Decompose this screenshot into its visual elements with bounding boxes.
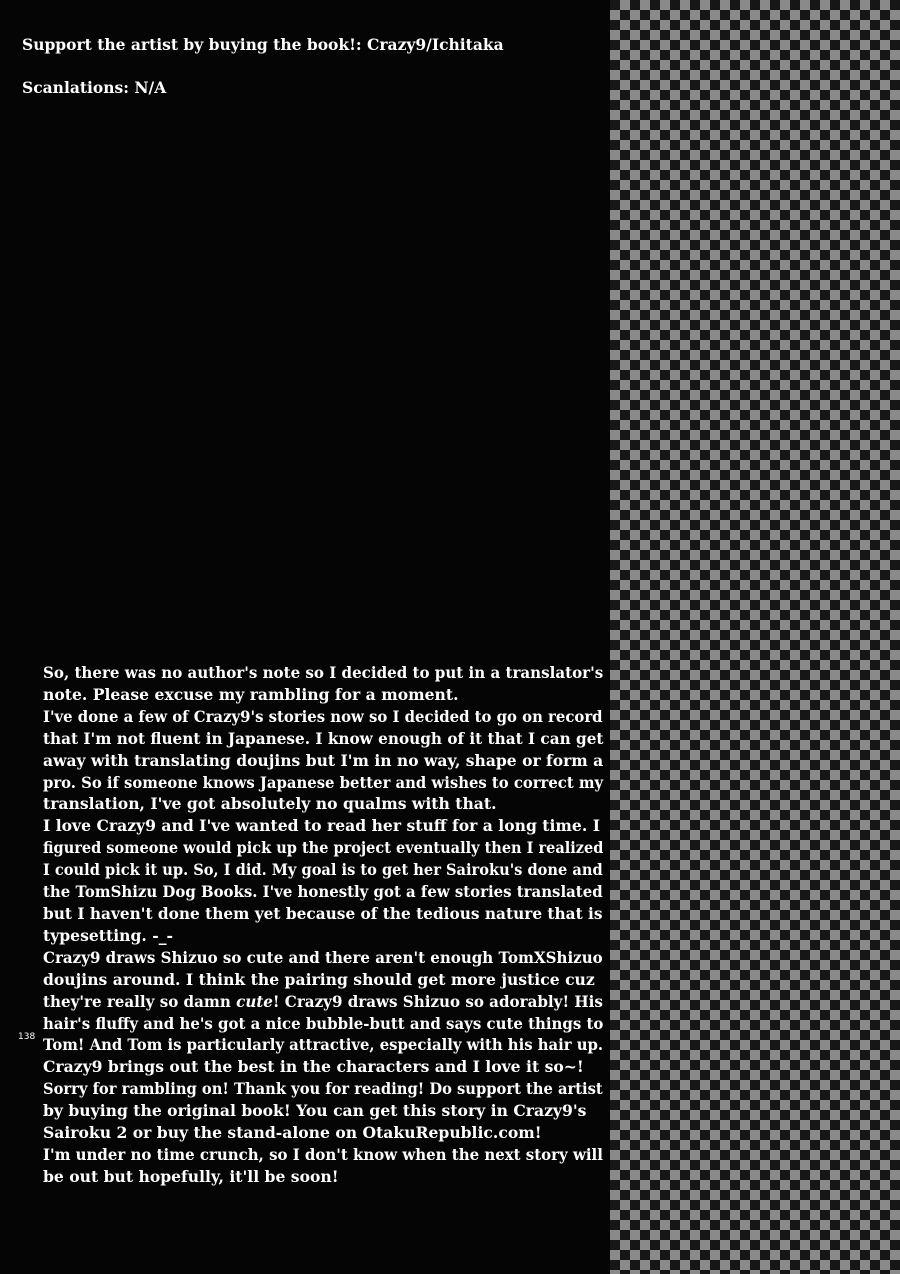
note-line-text-after: ! Crazy9 draws Shizuo so adorably! His xyxy=(272,991,603,1011)
note-line-text: figured someone would pick up the project eventually then I realized xyxy=(43,838,604,858)
scanlations-credit: Scanlations: N/A xyxy=(22,78,167,97)
page-number: 138 xyxy=(18,1032,36,1042)
note-line-text: typesetting. -_- xyxy=(43,925,173,945)
note-line-text: but I haven't done them yet because of the tedious nature that is xyxy=(43,903,603,923)
note-line xyxy=(43,750,604,772)
note-line xyxy=(43,1144,603,1166)
note-line xyxy=(43,947,603,969)
note-line-text: doujins around. I think the pairing should get more justice cuz xyxy=(43,969,595,989)
note-line xyxy=(43,1122,603,1144)
note-line xyxy=(43,772,604,794)
note-line xyxy=(43,706,603,728)
note-line xyxy=(43,662,604,684)
note-line xyxy=(43,991,603,1013)
note-line-text: Sairoku 2 or buy the stand-alone on OtakuRepublic.com! xyxy=(43,1123,542,1143)
note-line xyxy=(43,1100,603,1122)
note-line xyxy=(43,837,604,859)
note-line-text: that I'm not fluent in Japanese. I know enough of it that I can get xyxy=(43,728,604,748)
translator-note xyxy=(43,662,603,1188)
note-line-text: I love Crazy9 and I've wanted to read her stuff for a long time. I xyxy=(43,816,600,836)
note-line-text: the TomShizu Dog Books. I've honestly got a few stories translated xyxy=(43,882,603,902)
note-line-text: Sorry for rambling on! Thank you for reading! Do support the artist xyxy=(43,1079,603,1099)
note-line-text: they're really so damn xyxy=(43,991,237,1011)
note-line xyxy=(43,859,603,881)
note-line-text: I've done a few of Crazy9's stories now so I decided to go on record xyxy=(43,706,603,726)
note-line-text: Crazy9 draws Shizuo so cute and there aren't enough TomXShizuo xyxy=(43,947,603,967)
note-line xyxy=(43,903,603,925)
note-line xyxy=(43,815,603,837)
checkerboard-pattern xyxy=(610,0,900,1274)
note-line xyxy=(43,1166,603,1188)
note-line-text: away with translating doujins but I'm in no way, shape or form a xyxy=(43,750,604,770)
note-line xyxy=(43,728,604,750)
note-line xyxy=(43,881,603,903)
note-line-text: I could pick it up. So, I did. My goal is to get her Sairoku's done and xyxy=(43,860,603,880)
note-line-text: be out but hopefully, it'll be soon! xyxy=(43,1166,339,1186)
note-line-text: Crazy9 brings out the best in the characters and I love it so~! xyxy=(43,1057,584,1077)
note-line xyxy=(43,684,603,706)
note-line-emphasis: cute xyxy=(236,991,273,1011)
note-line-text: by buying the original book! You can get this story in Crazy9's xyxy=(43,1101,587,1121)
note-line-text: pro. So if someone knows Japanese better and wishes to correct my xyxy=(43,772,604,792)
note-line xyxy=(43,925,603,947)
note-line-text: note. Please excuse my rambling for a moment. xyxy=(43,684,459,704)
note-line xyxy=(43,1056,603,1078)
note-line xyxy=(43,1013,604,1035)
note-line xyxy=(43,969,603,991)
note-line xyxy=(43,1034,604,1056)
support-artist-credit: Support the artist by buying the book!: Crazy9/Ichitaka xyxy=(22,35,504,54)
note-line-text: Tom! And Tom is particularly attractive, especially with his hair up. xyxy=(43,1035,604,1055)
note-line-text: hair's fluffy and he's got a nice bubble-butt and says cute things to xyxy=(43,1013,604,1033)
note-line-text: translation, I've got absolutely no qualms with that. xyxy=(43,794,497,814)
note-line xyxy=(43,793,603,815)
note-line-text: So, there was no author's note so I decided to put in a translator's xyxy=(43,663,604,682)
note-line xyxy=(43,1078,603,1100)
note-line-text: I'm under no time crunch, so I don't know when the next story will xyxy=(43,1144,603,1164)
